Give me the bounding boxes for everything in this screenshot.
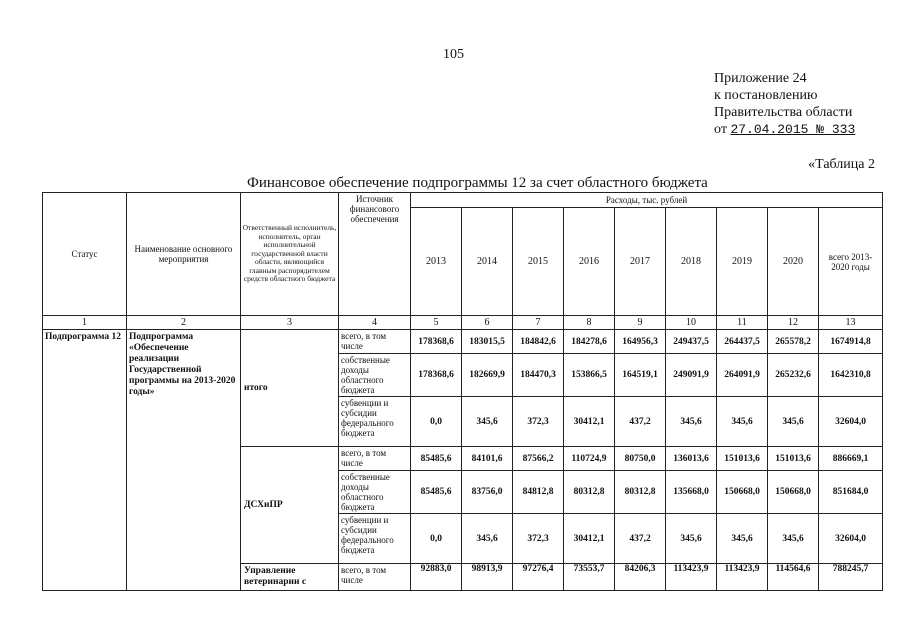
value-cell: 184842,6	[513, 330, 564, 354]
value-cell: 0,0	[411, 514, 462, 564]
value-cell: 372,3	[513, 514, 564, 564]
value-cell: 345,6	[666, 397, 717, 447]
value-cell: 437,2	[615, 397, 666, 447]
appendix-line: к постановлению	[714, 88, 818, 103]
value-cell: 788245,7	[819, 564, 883, 591]
appendix-line: Приложение 24	[714, 71, 807, 86]
value-cell: 32604,0	[819, 514, 883, 564]
page-number: 105	[443, 47, 464, 62]
header-expenses: Расходы, тыс. рублей	[411, 193, 883, 208]
value-cell: 84812,8	[513, 471, 564, 514]
value-cell: 97276,4	[513, 564, 564, 591]
value-cell: 92883,0	[411, 564, 462, 591]
value-cell: 73553,7	[564, 564, 615, 591]
financing-table	[42, 192, 883, 591]
executor-cell: итого	[241, 330, 339, 447]
table-label: «Таблица 2	[808, 157, 875, 172]
value-cell: 184470,3	[513, 354, 564, 397]
value-cell: 1642310,8	[819, 354, 883, 397]
source-cell: субвенции и субсидии федерального бюджета	[339, 397, 411, 447]
value-cell: 114564,6	[768, 564, 819, 591]
column-number: 4	[339, 316, 411, 330]
value-cell: 183015,5	[462, 330, 513, 354]
appendix-line: Правительства области	[714, 105, 853, 120]
value-cell: 32604,0	[819, 397, 883, 447]
value-cell: 113423,9	[717, 564, 768, 591]
value-cell: 151013,6	[768, 447, 819, 471]
value-cell: 80750,0	[615, 447, 666, 471]
value-cell: 150668,0	[768, 471, 819, 514]
value-cell: 151013,6	[717, 447, 768, 471]
executor-cell: ДСХиПР	[241, 447, 339, 564]
value-cell: 84206,3	[615, 564, 666, 591]
header-name: Наименование основного мероприятия	[127, 193, 241, 316]
value-cell: 437,2	[615, 514, 666, 564]
value-cell: 184278,6	[564, 330, 615, 354]
value-cell: 80312,8	[564, 471, 615, 514]
value-cell: 30412,1	[564, 397, 615, 447]
value-cell: 153866,5	[564, 354, 615, 397]
value-cell: 150668,0	[717, 471, 768, 514]
column-number: 7	[513, 316, 564, 330]
value-cell: 851684,0	[819, 471, 883, 514]
column-number: 3	[241, 316, 339, 330]
header-year: 2013	[411, 208, 462, 316]
value-cell: 178368,6	[411, 330, 462, 354]
appendix-block	[714, 70, 855, 138]
header-year: 2016	[564, 208, 615, 316]
column-number: 8	[564, 316, 615, 330]
header-year: 2015	[513, 208, 564, 316]
column-number: 1	[43, 316, 127, 330]
column-number: 10	[666, 316, 717, 330]
header-year: 2017	[615, 208, 666, 316]
header-year: 2014	[462, 208, 513, 316]
date-value: 27.04.2015 № 333	[730, 122, 856, 137]
status-cell: Подпрограмма 12	[43, 330, 127, 591]
value-cell: 345,6	[768, 397, 819, 447]
value-cell: 265232,6	[768, 354, 819, 397]
header-status: Статус	[43, 193, 127, 316]
value-cell: 135668,0	[666, 471, 717, 514]
date-prefix: от	[714, 122, 727, 137]
executor-cell: Управление ветеринарии с	[241, 564, 339, 591]
value-cell: 84101,6	[462, 447, 513, 471]
value-cell: 98913,9	[462, 564, 513, 591]
source-cell: всего, в том числе	[339, 564, 411, 591]
value-cell: 80312,8	[615, 471, 666, 514]
header-year: 2019	[717, 208, 768, 316]
source-cell: собственные доходы областного бюджета	[339, 471, 411, 514]
document-title: Финансовое обеспечение подпрограммы 12 за счет областного бюджета	[247, 175, 708, 191]
header-year: 2020	[768, 208, 819, 316]
header-year: 2018	[666, 208, 717, 316]
value-cell: 372,3	[513, 397, 564, 447]
value-cell: 178368,6	[411, 354, 462, 397]
value-cell: 345,6	[666, 514, 717, 564]
value-cell: 345,6	[717, 397, 768, 447]
source-cell: всего, в том числе	[339, 447, 411, 471]
header-year: всего 2013-2020 годы	[819, 208, 883, 316]
value-cell: 249091,9	[666, 354, 717, 397]
column-number: 6	[462, 316, 513, 330]
value-cell: 345,6	[768, 514, 819, 564]
column-number: 9	[615, 316, 666, 330]
column-number: 2	[127, 316, 241, 330]
value-cell: 85485,6	[411, 471, 462, 514]
value-cell: 249437,5	[666, 330, 717, 354]
value-cell: 0,0	[411, 397, 462, 447]
value-cell: 83756,0	[462, 471, 513, 514]
column-number: 12	[768, 316, 819, 330]
program-name-cell: Подпрограмма «Обеспечение реализации Государственной программы на 2013-2020 годы»	[127, 330, 241, 591]
value-cell: 345,6	[462, 397, 513, 447]
value-cell: 30412,1	[564, 514, 615, 564]
value-cell: 264437,5	[717, 330, 768, 354]
value-cell: 886669,1	[819, 447, 883, 471]
value-cell: 164956,3	[615, 330, 666, 354]
header-source: Источник финансового обеспечения	[339, 193, 411, 316]
value-cell: 345,6	[717, 514, 768, 564]
value-cell: 265578,2	[768, 330, 819, 354]
table-row	[43, 330, 883, 354]
value-cell: 87566,2	[513, 447, 564, 471]
value-cell: 164519,1	[615, 354, 666, 397]
value-cell: 85485,6	[411, 447, 462, 471]
value-cell: 1674914,8	[819, 330, 883, 354]
value-cell: 182669,9	[462, 354, 513, 397]
column-number: 13	[819, 316, 883, 330]
column-number: 5	[411, 316, 462, 330]
column-number: 11	[717, 316, 768, 330]
appendix-date-line	[714, 121, 855, 138]
value-cell: 264091,9	[717, 354, 768, 397]
header-executor: Ответственный исполнитель, исполнитель, орган исполнительной государственной власти области, являющийся главным распорядителем средств областного бюджета	[241, 193, 339, 316]
value-cell: 113423,9	[666, 564, 717, 591]
value-cell: 345,6	[462, 514, 513, 564]
value-cell: 110724,9	[564, 447, 615, 471]
source-cell: субвенции и субсидии федерального бюджета	[339, 514, 411, 564]
source-cell: всего, в том числе	[339, 330, 411, 354]
source-cell: собственные доходы областного бюджета	[339, 354, 411, 397]
value-cell: 136013,6	[666, 447, 717, 471]
